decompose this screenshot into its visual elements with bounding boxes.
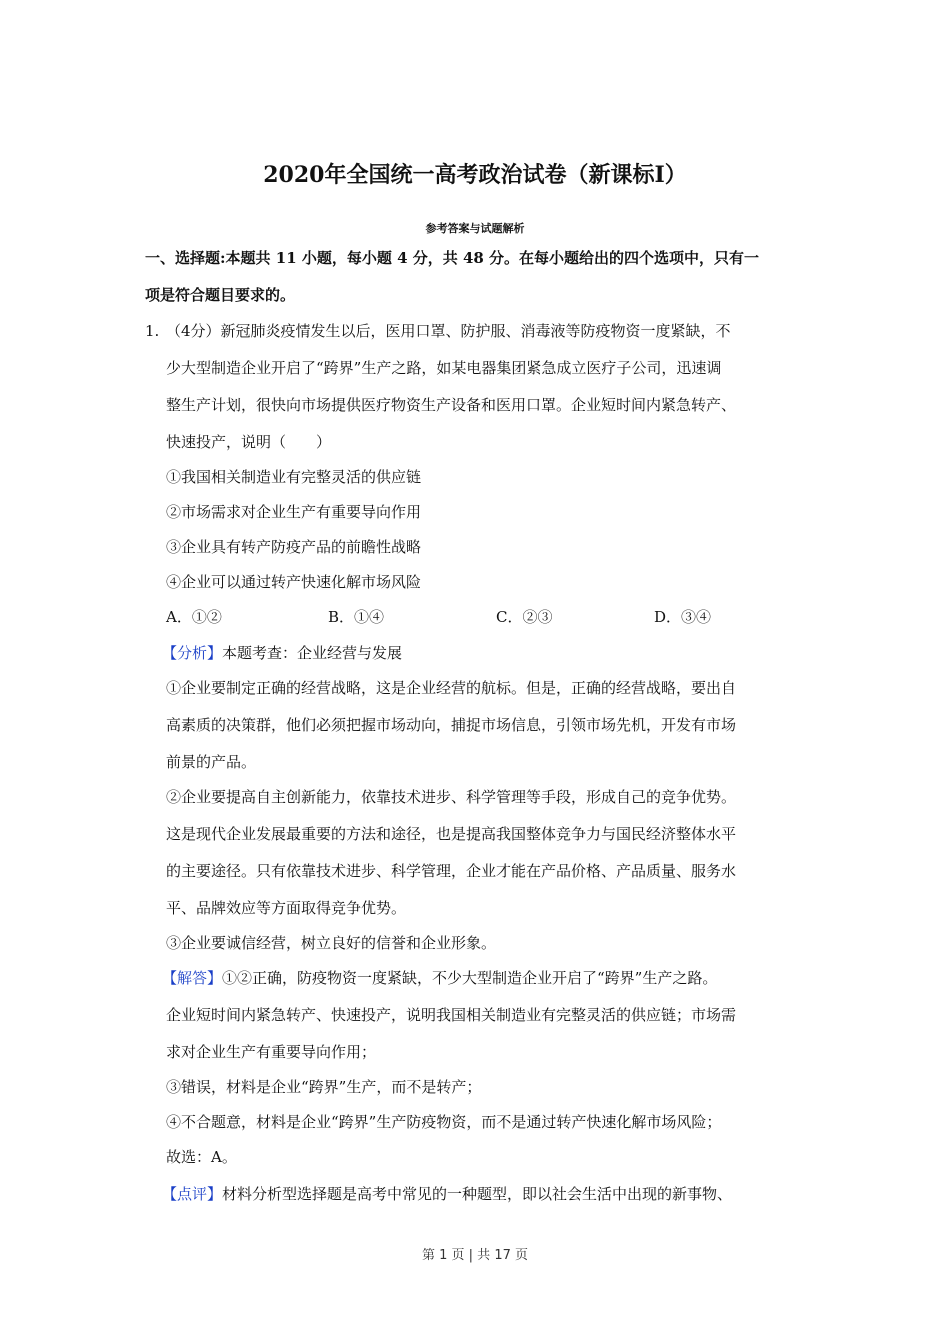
answer-line: 求对企业生产有重要导向作用； xyxy=(166,1043,377,1061)
analysis-line: 的主要途径。只有依靠技术进步、科学管理，企业才能在产品价格、产品质量、服务水 xyxy=(166,862,737,880)
statement-item: ②市场需求对企业生产有重要导向作用 xyxy=(166,503,422,521)
answer-heading xyxy=(162,968,717,988)
comment-tag: 【点评】 xyxy=(162,1185,223,1203)
page-subtitle: 参考答案与试题解析 xyxy=(425,222,525,235)
answer-line: ③错误，材料是企业“跨界”生产，而不是转产； xyxy=(166,1078,482,1096)
comment-heading xyxy=(162,1184,732,1204)
statement-item: ③企业具有转产防疫产品的前瞻性战略 xyxy=(166,538,422,556)
page-footer: 第 1 页 | 共 17 页 xyxy=(422,1248,528,1263)
analysis-tag: 【分析】 xyxy=(162,644,223,662)
answer-tag: 【解答】 xyxy=(162,969,223,987)
comment-first-line: 材料分析型选择题是高考中常见的一种题型，即以社会生活中出现的新事物、 xyxy=(222,1185,733,1203)
section-heading-line: 项是符合题目要求的。 xyxy=(145,286,296,304)
answer-line: 故选：A。 xyxy=(166,1148,237,1166)
section-heading-line: 一、选择题:本题共 11 小题，每小题 4 分，共 48 分。在每小题给出的四个选项中，只有一 xyxy=(145,249,760,267)
option-a: A．①② xyxy=(166,608,222,626)
analysis-line: 高素质的决策群，他们必须把握市场动向，捕捉市场信息，引领市场先机，开发有市场 xyxy=(166,716,737,734)
section-heading xyxy=(145,240,810,314)
analysis-line: 前景的产品。 xyxy=(166,753,257,771)
answer-line: 企业短时间内紧急转产、快速投产，说明我国相关制造业有完整灵活的供应链；市场需 xyxy=(166,1006,737,1024)
analysis-heading xyxy=(162,643,402,663)
option-d: D．③④ xyxy=(654,608,712,626)
question-stem-line: 少大型制造企业开启了“跨界”生产之路，如某电器集团紧急成立医疗子公司，迅速调 xyxy=(166,359,722,377)
option-c: C．②③ xyxy=(496,608,553,626)
question-number: 1. xyxy=(145,322,160,340)
analysis-line: 平、品牌效应等方面取得竞争优势。 xyxy=(166,899,407,917)
statement-item: ④企业可以通过转产快速化解市场风险 xyxy=(166,573,422,591)
analysis-line: ③企业要诚信经营，树立良好的信誉和企业形象。 xyxy=(166,934,497,952)
analysis-line: 这是现代企业发展最重要的方法和途径，也是提高我国整体竞争力与国民经济整体水平 xyxy=(166,825,737,843)
answer-line: ④不合题意，材料是企业“跨界”生产防疫物资，而不是通过转产快速化解市场风险； xyxy=(166,1113,722,1131)
analysis-intro: 本题考查：企业经营与发展 xyxy=(222,644,403,662)
analysis-line: ②企业要提高自主创新能力，依靠技术进步、科学管理等手段，形成自己的竞争优势。 xyxy=(166,788,737,806)
question-stem-line: 快速投产，说明（ ） xyxy=(166,433,332,451)
page-title: 2020年全国统一高考政治试卷（新课标Ⅰ） xyxy=(263,162,687,188)
answer-first-line: ①②正确，防疫物资一度紧缺，不少大型制造企业开启了“跨界”生产之路。 xyxy=(222,969,718,987)
analysis-line: ①企业要制定正确的经营战略，这是企业经营的航标。但是，正确的经营战略，要出自 xyxy=(166,679,737,697)
option-b: B．①④ xyxy=(328,608,385,626)
question-stem-line: （4分）新冠肺炎疫情发生以后，医用口罩、防护服、消毒液等防疫物资一度紧缺，不 xyxy=(166,322,731,340)
question-stem-line: 整生产计划，很快向市场提供医疗物资生产设备和医用口罩。企业短时间内紧急转产、 xyxy=(166,396,737,414)
statement-item: ①我国相关制造业有完整灵活的供应链 xyxy=(166,468,422,486)
